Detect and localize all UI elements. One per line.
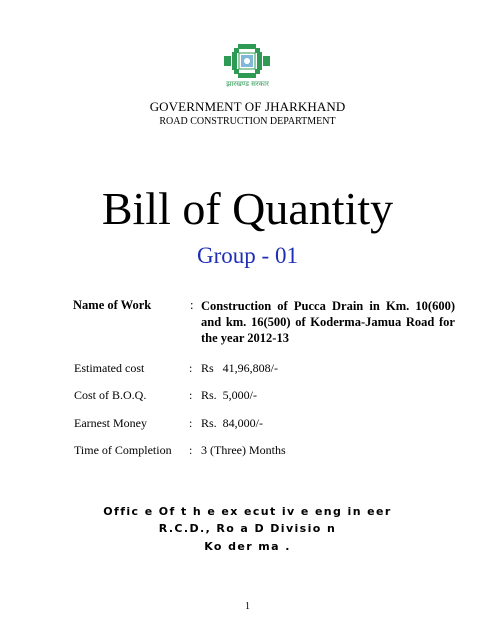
name-of-work-separator: : (190, 298, 194, 312)
emblem-caption: झारखण्ड सरकार (226, 80, 269, 88)
earnest-money-value: Rs. 84,000/- (201, 416, 264, 430)
department-heading: ROAD CONSTRUCTION DEPARTMENT (159, 116, 336, 127)
boq-cost-value: Rs. 5,000/- (201, 388, 258, 402)
office-line-1: Offic e Of t h e ex ecut iv e eng in eer (103, 505, 392, 518)
time-of-completion-value: 3 (Three) Months (201, 443, 286, 457)
time-of-completion-separator: : (189, 443, 193, 457)
earnest-money-label: Earnest Money (74, 416, 147, 430)
office-line-3: Ko der ma . (204, 540, 291, 553)
name-of-work-label: Name of Work (73, 298, 152, 312)
office-line-2: R.C.D., Ro a D Divisio n (158, 522, 337, 535)
time-of-completion-label: Time of Completion (74, 443, 172, 457)
boq-cost-label: Cost of B.O.Q. (74, 388, 147, 402)
estimated-cost-label: Estimated cost (74, 361, 145, 375)
page-number: 1 (245, 601, 250, 612)
document-title: Bill of Quantity (101, 183, 394, 234)
group-label: Group - 01 (197, 243, 298, 268)
name-of-work-value: Construction of Pucca Drain in Km. 10(600) and km. 16(500) of Koderma-Jamua Road for the year 2012-13 (201, 299, 455, 345)
estimated-cost-separator: : (189, 361, 193, 375)
earnest-money-separator: : (189, 416, 193, 430)
estimated-cost-value: Rs 41,96,808/- (201, 361, 279, 375)
boq-cost-separator: : (189, 388, 193, 402)
government-heading: GOVERNMENT OF JHARKHAND (149, 99, 346, 114)
